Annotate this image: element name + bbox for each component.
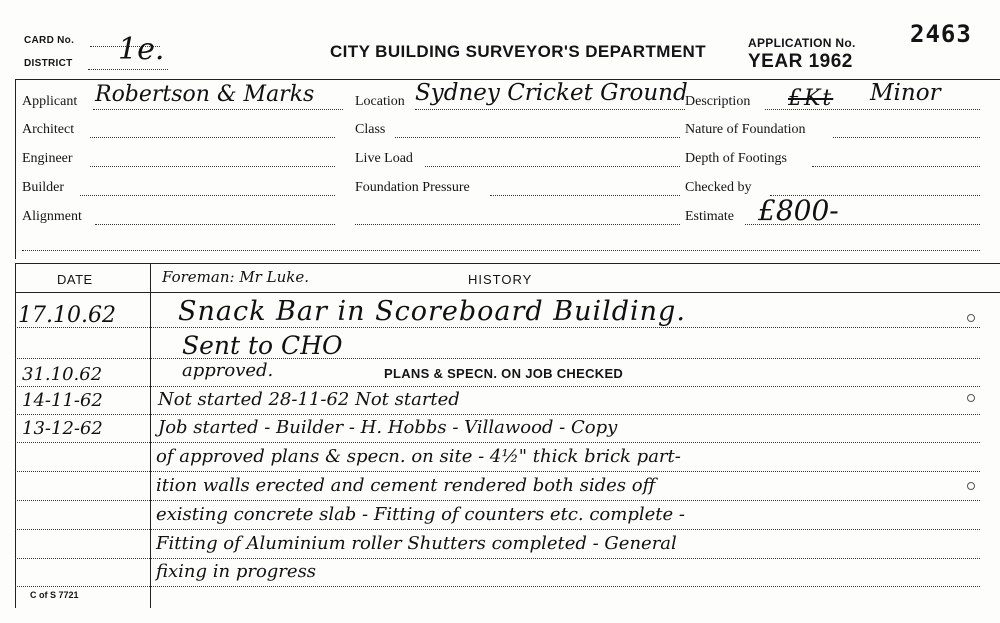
history-date: 17.10.62 xyxy=(18,303,116,328)
description-label: Description xyxy=(685,94,751,109)
application-label: APPLICATION No. xyxy=(748,36,856,50)
location-label: Location xyxy=(355,94,405,109)
history-line: ition walls erected and cement rendered both sides off xyxy=(156,475,656,496)
class-label: Class xyxy=(355,122,386,137)
class-line xyxy=(395,137,680,138)
applicant-label: Applicant xyxy=(22,94,78,109)
foundation-pressure-label: Foundation Pressure xyxy=(355,180,470,195)
blank-line-bottom xyxy=(22,250,980,251)
checked-stamp: PLANS & SPECN. ON JOB CHECKED xyxy=(384,366,624,381)
date-column-divider xyxy=(150,263,151,608)
builder-label: Builder xyxy=(22,180,64,195)
district-label: DISTRICT xyxy=(24,58,73,69)
live-load-line xyxy=(425,166,680,167)
history-rule-9 xyxy=(15,558,980,559)
location-value: Sydney Cricket Ground xyxy=(415,80,688,106)
estimate-label: Estimate xyxy=(685,209,734,224)
alignment-line xyxy=(95,224,335,225)
applicant-value: Robertson & Marks xyxy=(95,82,315,107)
history-rule-10 xyxy=(15,586,980,587)
blank-line-mid xyxy=(355,224,680,225)
punch-hole xyxy=(967,314,975,322)
card-no-label: CARD No. xyxy=(24,35,75,46)
history-line: Sent to CHO xyxy=(182,331,343,360)
history-line: existing concrete slab - Fitting of counters etc. complete - xyxy=(156,504,685,525)
application-number: 2463 xyxy=(910,20,972,48)
details-left-border xyxy=(15,79,16,259)
history-line: fixing in progress xyxy=(156,561,317,582)
date-header: DATE xyxy=(57,272,93,287)
depth-of-footings-label: Depth of Footings xyxy=(685,151,787,166)
history-rule-2 xyxy=(15,358,980,359)
department-title: CITY BUILDING SURVEYOR'S DEPARTMENT xyxy=(330,42,707,61)
history-left-border xyxy=(15,263,16,608)
description-strikeout: £Kt xyxy=(788,86,834,111)
history-date: 14-11-62 xyxy=(22,390,103,411)
estimate-value: £800- xyxy=(758,194,839,227)
history-header-border xyxy=(15,292,1000,293)
live-load-label: Live Load xyxy=(355,151,413,166)
punch-hole xyxy=(967,394,975,402)
engineer-line xyxy=(90,166,335,167)
history-line: approved. xyxy=(182,360,274,381)
history-rule-6 xyxy=(15,471,980,472)
year-label: YEAR 1962 xyxy=(748,51,853,72)
checked-by-label: Checked by xyxy=(685,180,752,195)
foundation-pressure-line xyxy=(490,195,680,196)
form-number: C of S 7721 xyxy=(30,590,79,600)
district-line xyxy=(88,69,168,70)
history-top-border xyxy=(15,263,1000,264)
history-rule-4 xyxy=(15,414,980,415)
history-rule-7 xyxy=(15,500,980,501)
history-rule-8 xyxy=(15,529,980,530)
alignment-label: Alignment xyxy=(22,209,82,224)
history-date: 13-12-62 xyxy=(22,418,103,439)
builder-line xyxy=(80,195,335,196)
history-date: 31.10.62 xyxy=(22,364,103,385)
history-line: Fitting of Aluminium roller Shutters completed - General xyxy=(156,533,677,554)
history-line: Snack Bar in Scoreboard Building. xyxy=(178,296,686,327)
architect-line xyxy=(90,137,335,138)
history-rule-1 xyxy=(15,327,980,328)
location-line xyxy=(415,109,685,110)
nature-of-foundation-label: Nature of Foundation xyxy=(685,122,806,137)
history-rule-3 xyxy=(15,386,980,387)
engineer-label: Engineer xyxy=(22,151,73,166)
description-value: Minor xyxy=(870,80,941,106)
history-rule-5 xyxy=(15,442,980,443)
depth-line xyxy=(812,166,980,167)
punch-hole xyxy=(967,482,975,490)
history-line: of approved plans & specn. on site - 4½" thick brick part- xyxy=(156,446,681,467)
architect-label: Architect xyxy=(22,122,75,137)
nature-line xyxy=(833,137,980,138)
history-line: Job started - Builder - H. Hobbs - Villawood - Copy xyxy=(158,417,618,438)
district-value: 1e. xyxy=(118,32,165,67)
applicant-line xyxy=(93,109,343,110)
history-line: Not started 28-11-62 Not started xyxy=(158,389,460,410)
foreman-note: Foreman: Mr Luke. xyxy=(162,268,309,286)
history-header: HISTORY xyxy=(468,272,533,287)
